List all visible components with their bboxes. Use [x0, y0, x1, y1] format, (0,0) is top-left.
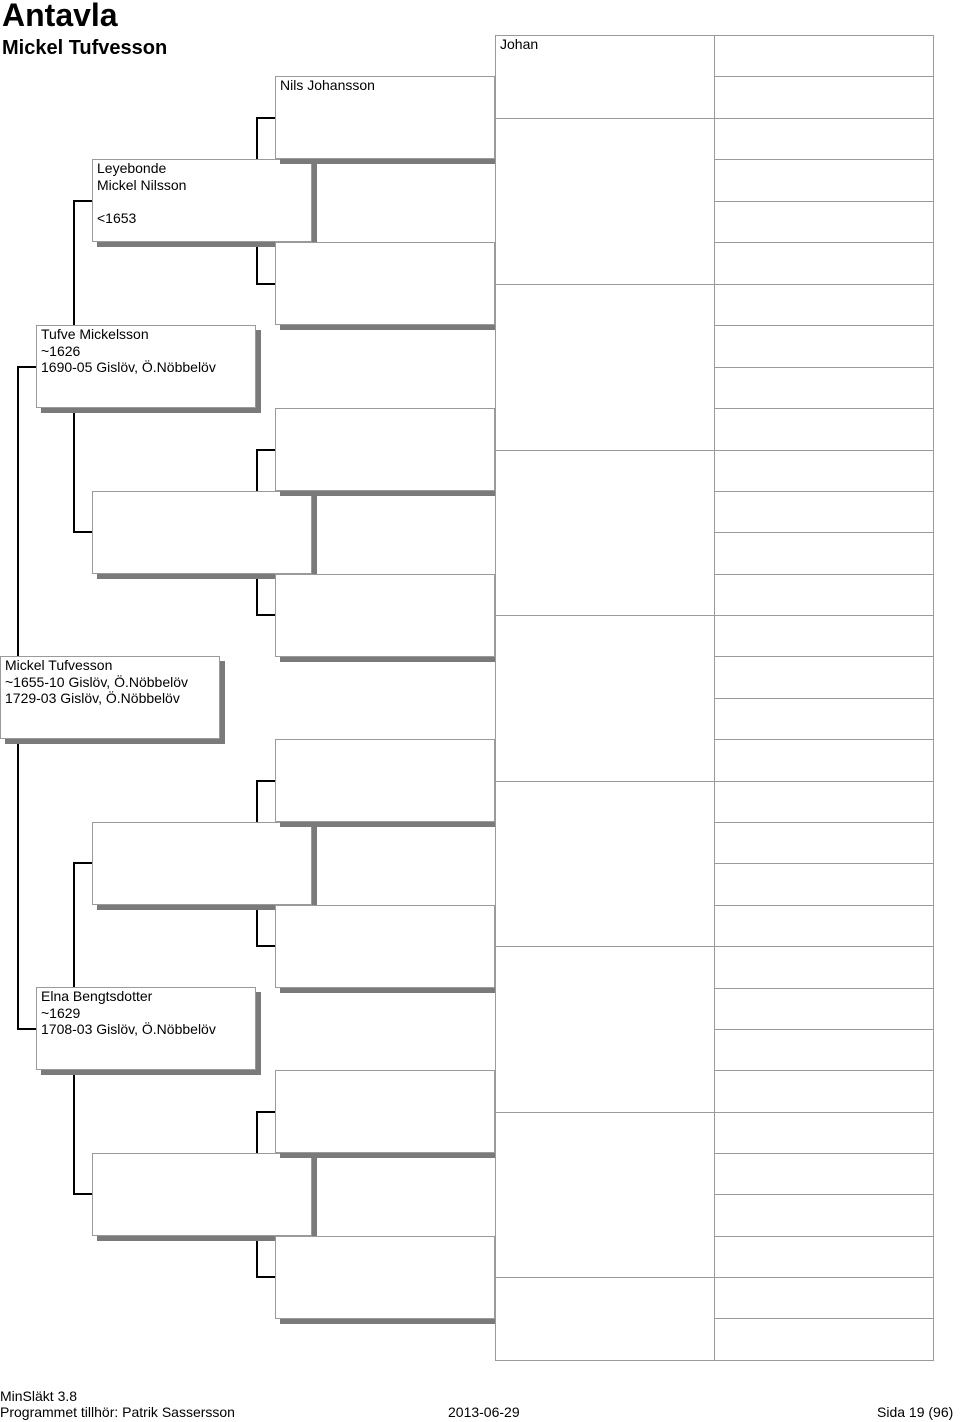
person-name: Johan	[500, 36, 539, 52]
person-box-empty	[714, 1194, 934, 1237]
person-box-empty	[714, 159, 934, 202]
person-box-empty	[714, 781, 934, 823]
person-box-empty	[495, 781, 715, 947]
person-name: Mickel Nilsson	[97, 176, 187, 193]
footer-program: MinSläkt 3.8	[0, 1388, 78, 1404]
person-box-empty	[714, 408, 934, 451]
person-death: 1708-03 Gislöv, Ö.Nöbbelöv	[41, 1021, 216, 1037]
person-box-gen4-1	[275, 76, 495, 159]
person-box-empty	[92, 822, 312, 905]
person-box-empty	[714, 1318, 934, 1361]
person-box-father	[36, 325, 256, 408]
person-name: Tufve Mickelsson	[41, 326, 149, 342]
person-name: Nils Johansson	[280, 77, 375, 93]
person-box-empty	[714, 491, 934, 533]
person-box-empty	[495, 946, 715, 1113]
person-box-empty	[714, 1070, 934, 1113]
person-death: 1729-03 Gislöv, Ö.Nöbbelöv	[5, 690, 180, 706]
person-box-empty	[714, 201, 934, 243]
person-box-empty	[714, 656, 934, 699]
person-box-empty	[92, 491, 312, 574]
person-box-mother	[36, 987, 256, 1070]
person-box-empty	[714, 1112, 934, 1154]
person-box-proband	[0, 656, 220, 739]
person-box-empty	[495, 1277, 715, 1361]
person-box-empty	[714, 1277, 934, 1319]
person-box-empty	[495, 1112, 715, 1278]
person-birth: ~1629	[41, 1004, 81, 1021]
person-box-empty	[714, 822, 934, 864]
person-box-empty	[714, 325, 934, 368]
person-name: Elna Bengtsdotter	[41, 988, 153, 1004]
person-box-empty	[714, 76, 934, 119]
person-box-empty	[714, 367, 934, 409]
person-box-empty	[714, 284, 934, 326]
person-title: Leyebonde	[97, 160, 167, 176]
person-name: Mickel Tufvesson	[5, 657, 113, 673]
footer-date: 2013-06-29	[448, 1404, 520, 1420]
person-box-empty	[714, 946, 934, 989]
subject-name: Mickel Tufvesson	[2, 37, 168, 59]
person-box-empty	[714, 863, 934, 906]
person-box-gen5-1	[495, 35, 715, 119]
person-box-empty	[714, 698, 934, 740]
person-box-empty	[714, 242, 934, 285]
person-box-empty	[714, 574, 934, 616]
person-box-paternal-grandfather	[92, 159, 312, 242]
footer-page: Sida 19 (96)	[877, 1404, 954, 1420]
footer-owner: Programmet tillhör: Patrik Sassersson	[0, 1404, 235, 1420]
person-box-empty	[275, 739, 495, 822]
person-box-empty	[714, 988, 934, 1030]
person-box-empty	[495, 615, 715, 782]
person-death: 1690-05 Gislöv, Ö.Nöbbelöv	[41, 359, 216, 375]
person-box-empty	[275, 1070, 495, 1153]
person-box-empty	[495, 450, 715, 616]
person-box-empty	[714, 118, 934, 160]
person-box-empty	[275, 242, 495, 325]
person-box-empty	[275, 408, 495, 491]
person-box-empty	[275, 574, 495, 657]
person-birth: ~1626	[41, 342, 81, 359]
person-box-empty	[275, 905, 495, 988]
person-box-empty	[714, 905, 934, 947]
person-birth: ~1655-10 Gislöv, Ö.Nöbbelöv	[5, 673, 189, 690]
person-box-empty	[714, 739, 934, 782]
person-box-empty	[495, 118, 715, 285]
person-box-empty	[714, 532, 934, 575]
person-birth: <1653	[97, 209, 137, 226]
person-box-empty	[714, 1153, 934, 1195]
person-box-empty	[92, 1153, 312, 1236]
person-box-empty	[714, 615, 934, 657]
person-box-empty	[714, 1236, 934, 1278]
person-box-empty	[714, 450, 934, 492]
page-title: Antavla	[2, 0, 118, 33]
person-box-empty	[714, 1029, 934, 1071]
person-box-empty	[714, 35, 934, 77]
person-box-empty	[495, 284, 715, 451]
person-box-empty	[275, 1236, 495, 1319]
